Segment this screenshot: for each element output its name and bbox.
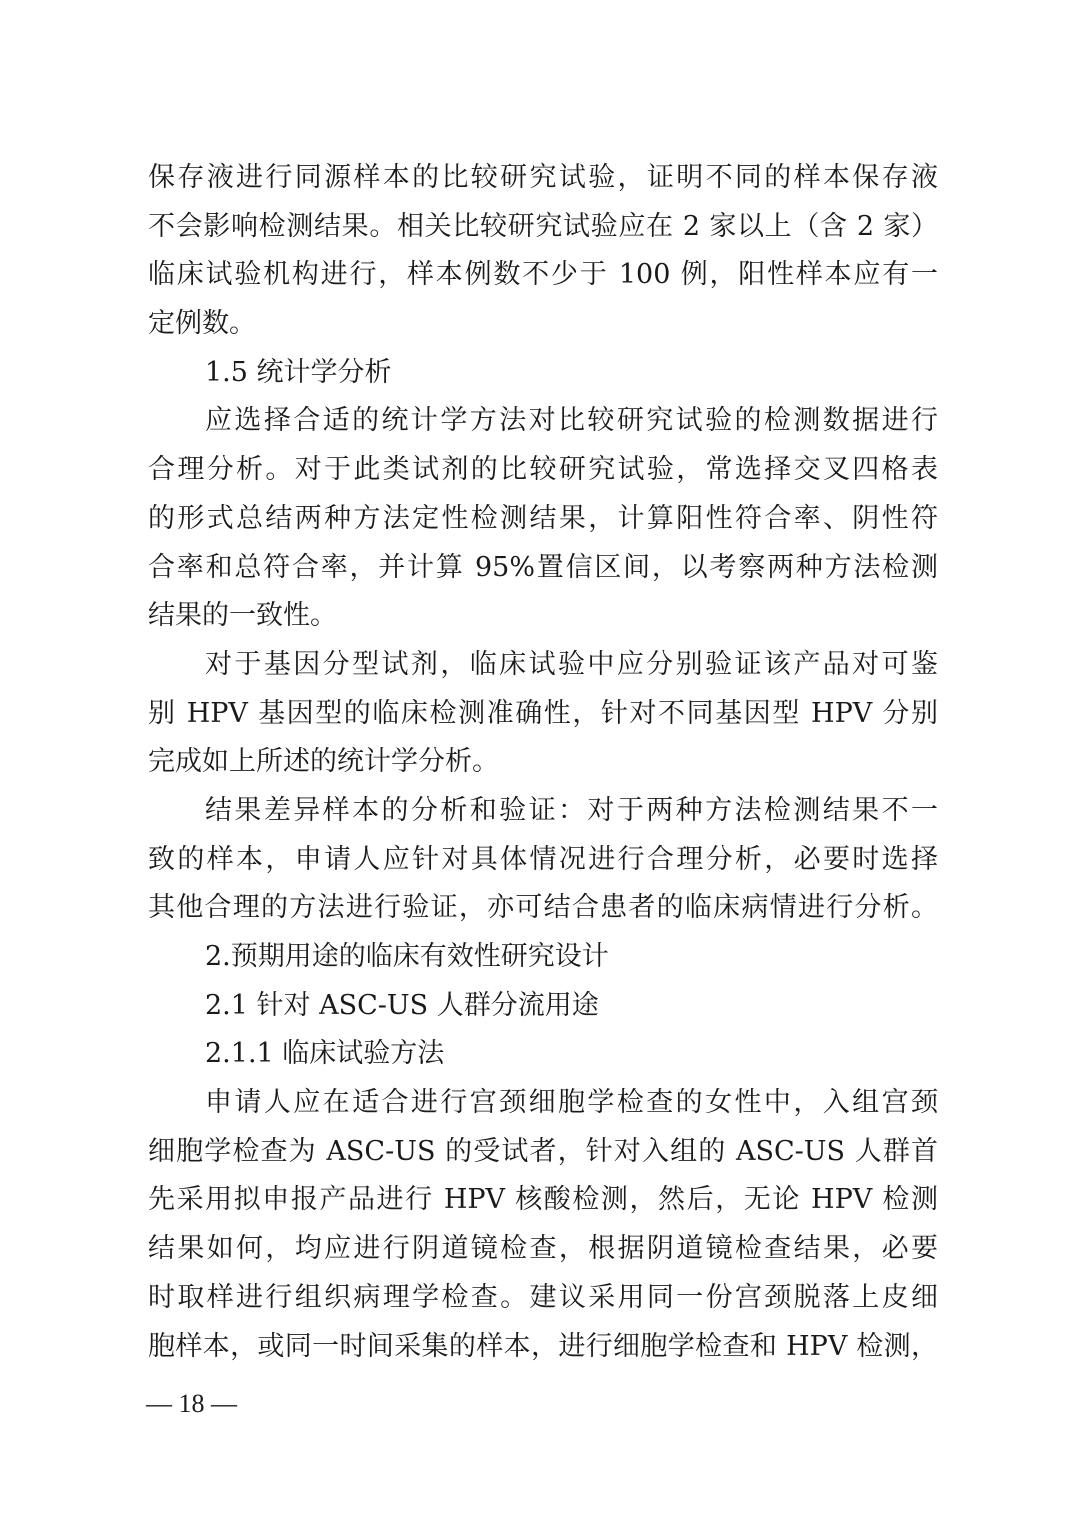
section-heading: 2.1.1 临床试验方法 [205,1038,445,1070]
section-heading: 1.5 统计学分析 [205,356,392,388]
body-text-line: 别 HPV 基因型的临床检测准确性，针对不同基因型 HPV 分别 [148,697,938,729]
page-number: — 18 — [146,1389,237,1418]
body-text-line: 结果如何，均应进行阴道镜检查，根据阴道镜检查结果，必要 [148,1233,938,1265]
body-text-line: 胞样本，或同一时间采集的样本，进行细胞学检查和 HPV 检测， [148,1330,938,1362]
body-text-line: 临床试验机构进行，样本例数不少于 100 例，阳性样本应有一 [148,259,938,291]
body-text-line: 不会影响检测结果。相关比较研究试验应在 2 家以上（含 2 家） [148,210,938,242]
body-text-line: 对于基因分型试剂，临床试验中应分别验证该产品对可鉴 [205,648,938,680]
body-text-line: 定例数。 [148,308,256,340]
section-heading: 2.预期用途的临床有效性研究设计 [205,941,609,972]
body-text-line: 结果差异样本的分析和验证：对于两种方法检测结果不一 [205,794,938,826]
body-text-line: 保存液进行同源样本的比较研究试验，证明不同的样本保存液 [148,162,938,193]
body-text-line: 其他合理的方法进行验证，亦可结合患者的临床病情进行分析。 [148,892,938,924]
body-text-line: 细胞学检查为 ASC-US 的受试者，针对入组的 ASC-US 人群首 [148,1135,938,1167]
body-text-line: 的形式总结两种方法定性检测结果，计算阳性符合率、阴性符 [148,502,938,534]
body-text-line: 致的样本，申请人应针对具体情况进行合理分析，必要时选择 [148,843,938,875]
document-body [148,154,938,1371]
body-text-line: 合率和总符合率，并计算 95%置信区间，以考察两种方法检测 [148,551,938,583]
body-text-line: 先采用拟申报产品进行 HPV 核酸检测，然后，无论 HPV 检测 [148,1184,938,1216]
body-text-line: 结果的一致性。 [148,600,337,632]
body-text-line: 应选择合适的统计学方法对比较研究试验的检测数据进行 [205,405,938,437]
body-text-line: 时取样进行组织病理学检查。建议采用同一份宫颈脱落上皮细 [148,1281,938,1313]
body-text-line: 申请人应在适合进行宫颈细胞学检查的女性中，入组宫颈 [205,1087,938,1119]
body-text-line: 完成如上所述的统计学分析。 [148,746,499,778]
body-text-line: 合理分析。对于此类试剂的比较研究试验，常选择交叉四格表 [148,454,938,486]
section-heading: 2.1 针对 ASC-US 人群分流用途 [205,989,599,1021]
